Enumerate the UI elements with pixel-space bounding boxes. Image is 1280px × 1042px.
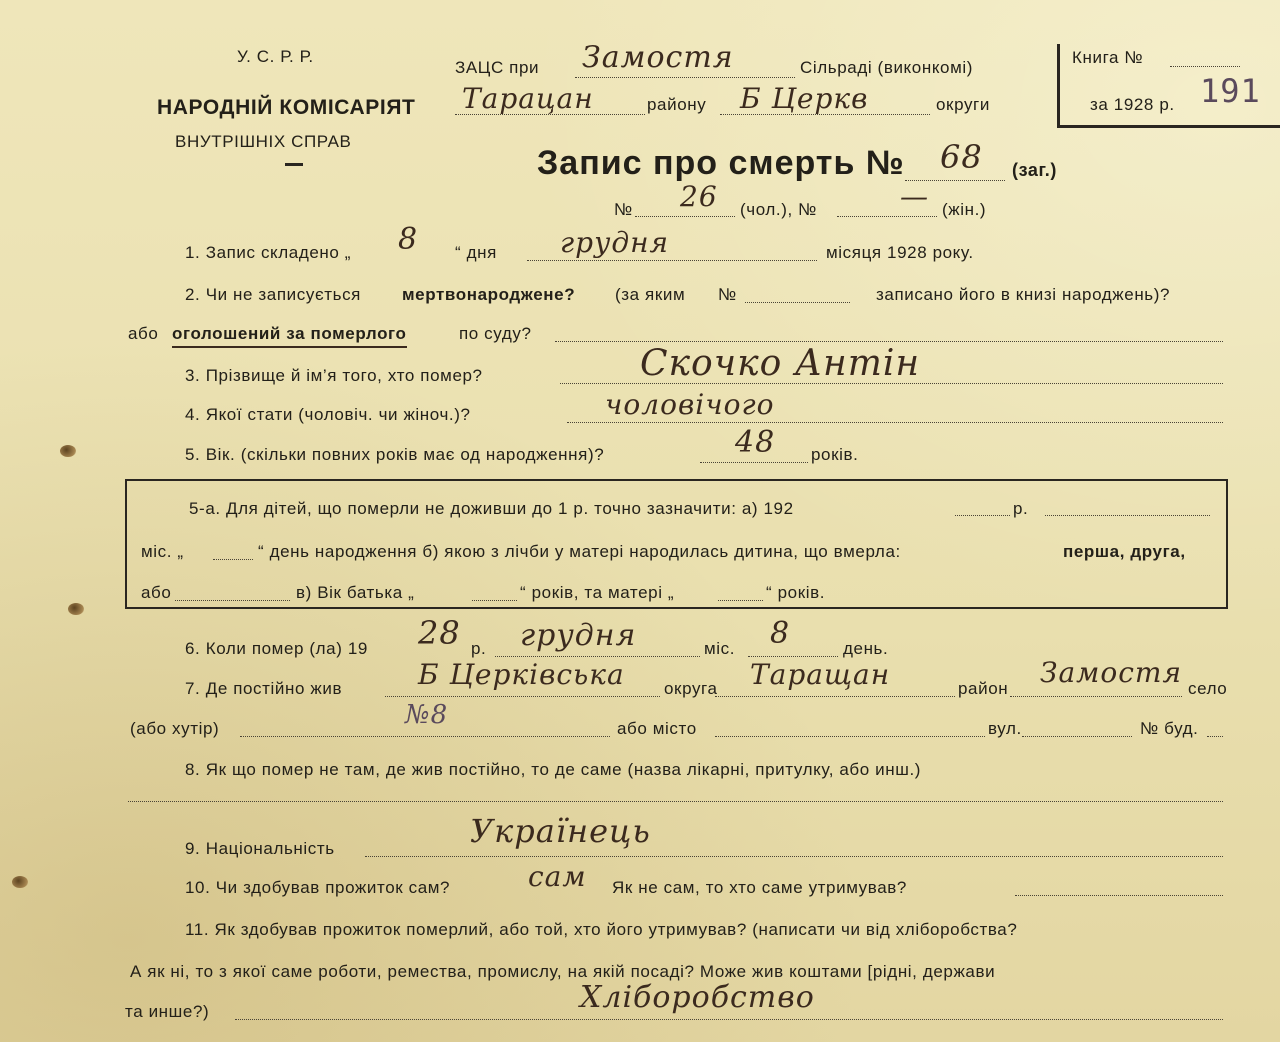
commissariat-label: НАРОДНІЙ КОМІСАРІЯТ xyxy=(157,96,416,119)
row10-value-handwritten: сам xyxy=(528,860,587,893)
dotted-line xyxy=(385,696,660,697)
row7-pre: 7. Де постійно жив xyxy=(185,679,343,698)
row8-label: 8. Як що помер не там, де жив постійно, то де саме (назва лікарні, притулку, або инш.) xyxy=(185,760,922,779)
dotted-line xyxy=(567,422,1223,423)
silrada-label: Сільраді (виконкомі) xyxy=(800,58,974,77)
dotted-line xyxy=(1010,696,1182,697)
dotted-line xyxy=(955,515,1010,516)
book-label: Книга № xyxy=(1072,48,1144,67)
raion-handwritten: Тарацан xyxy=(462,82,594,115)
header-dash xyxy=(285,163,303,166)
row2-no: № xyxy=(718,285,737,304)
row7-okruha-handwritten: Б Церківська xyxy=(418,658,625,691)
dotted-line xyxy=(715,696,955,697)
dotted-line xyxy=(365,856,1223,857)
row5-age-handwritten: 48 xyxy=(735,425,776,460)
row6-mis: міс. xyxy=(704,639,736,658)
dotted-line xyxy=(718,600,763,601)
dotted-line xyxy=(213,559,253,560)
row5a-line1: 5-а. Для дітей, що померли не доживши до 1 р. точно зазначити: а) 192 xyxy=(189,499,794,518)
row5a-line2-pre: міс. „ xyxy=(141,542,184,561)
chol-label: (чол.), № xyxy=(740,200,817,219)
dotted-line xyxy=(240,736,610,737)
row1-day-handwritten: 8 xyxy=(398,222,419,257)
punch-hole xyxy=(60,445,76,457)
row6-pre: 6. Коли помер (ла) 19 xyxy=(185,639,368,658)
row9-label: 9. Національність xyxy=(185,839,335,858)
row7-selo: село xyxy=(1188,679,1228,698)
dotted-line xyxy=(175,600,290,601)
dotted-line xyxy=(720,114,930,115)
book-year: за 1928 р. xyxy=(1090,95,1175,114)
row6-post: день. xyxy=(843,639,889,658)
dotted-line xyxy=(837,216,937,217)
row5a-line3-pre: або xyxy=(141,583,172,602)
row7b-vul: вул. xyxy=(988,719,1022,738)
row1-pre: 1. Запис складено „ xyxy=(185,243,352,262)
dotted-line xyxy=(128,801,1223,802)
dotted-line xyxy=(455,114,645,115)
book-number-handwritten: 191 xyxy=(1200,72,1261,110)
dotted-line xyxy=(575,77,795,78)
zag-label: (заг.) xyxy=(1012,160,1058,180)
punch-hole xyxy=(68,603,84,615)
dotted-line xyxy=(527,260,817,261)
row3-label: 3. Прізвище й ім’я того, хто помер? xyxy=(185,366,483,385)
male-number-handwritten: 26 xyxy=(680,180,718,213)
row2-mid: (за яким xyxy=(615,285,686,304)
raionu-label: району xyxy=(647,95,707,114)
dotted-line xyxy=(1045,515,1210,516)
row7b-bud: № буд. xyxy=(1140,719,1199,738)
dotted-line xyxy=(635,216,735,217)
row6-day-handwritten: 8 xyxy=(770,616,791,651)
row1-month-handwritten: грудня xyxy=(560,226,670,259)
row6-month-handwritten: грудня xyxy=(520,618,637,653)
dotted-line xyxy=(235,1019,1223,1020)
row7b-mark-handwritten: №8 xyxy=(405,700,449,730)
row2-bold: мертвонароджене? xyxy=(402,285,576,304)
row11-line2: А як ні, то з якої саме роботи, ремества, промислу, на якій посаді? Може жив коштами [рідні, держави xyxy=(130,962,996,981)
book-box-border xyxy=(1057,125,1280,128)
dotted-line xyxy=(1207,736,1223,737)
dotted-line xyxy=(1170,66,1240,67)
row7-okruha: округа xyxy=(664,679,718,698)
dotted-line xyxy=(745,302,850,303)
village-handwritten: Замостя xyxy=(582,40,734,75)
okruhy-label: округи xyxy=(936,95,990,114)
row2-post: записано його в книзі народжень)? xyxy=(876,285,1171,304)
book-box-border xyxy=(1057,44,1060,128)
zags-label: ЗАЦС при xyxy=(455,58,540,77)
row5-post: років. xyxy=(811,445,859,464)
record-number-handwritten: 68 xyxy=(940,138,983,176)
row3-name-handwritten: Скочко Антін xyxy=(640,343,921,384)
row11-line1: 11. Як здобував прожиток померлий, або той, хто його утримував? (написати чи від хліборобства? xyxy=(185,920,1018,939)
row7-raion-handwritten: Таращан xyxy=(750,658,891,691)
female-number-handwritten: — xyxy=(900,180,929,213)
row4-sex-handwritten: чоловічого xyxy=(605,388,775,421)
dotted-line xyxy=(748,656,838,657)
row10-pre: 10. Чи здобував прожиток сам? xyxy=(185,878,451,897)
row2b-pre: або xyxy=(128,324,159,343)
dotted-line xyxy=(700,462,808,463)
row1-post: місяця 1928 року. xyxy=(826,243,974,262)
dotted-line xyxy=(1022,736,1132,737)
row5a-line2-mid: “ день народження б) якою з лічби у матері народилась дитина, що вмерла: xyxy=(258,542,901,561)
punch-hole xyxy=(12,876,28,888)
row2b-bold: оголошений за померлого xyxy=(172,324,407,348)
zhin-label: (жін.) xyxy=(942,200,987,219)
internal-affairs-label: ВНУТРІШНІХ СПРАВ xyxy=(175,132,352,151)
dotted-line xyxy=(715,736,985,737)
row11-line3: та инше?) xyxy=(125,1002,210,1021)
dotted-line xyxy=(472,600,517,601)
row5a-line3-post: “ років. xyxy=(766,583,826,602)
no-label: № xyxy=(614,200,633,219)
row11-value-handwritten: Хліборобство xyxy=(580,980,815,1015)
dotted-line xyxy=(1015,895,1223,896)
row1-mid: “ дня xyxy=(455,243,497,262)
row2-pre: 2. Чи не записується xyxy=(185,285,361,304)
row5-label: 5. Вік. (скільки повних років має од народження)? xyxy=(185,445,605,464)
dotted-line xyxy=(555,341,1223,342)
row10-post: Як не сам, то хто саме утримував? xyxy=(612,878,907,897)
row5a-line1-r: р. xyxy=(1013,499,1029,518)
row7-raion: район xyxy=(958,679,1009,698)
row5a-line3-mid: в) Вік батька „ xyxy=(296,583,415,602)
row7b-misto: або місто xyxy=(617,719,697,738)
dotted-line xyxy=(495,656,700,657)
row5a-line3-mid2: “ років, та матері „ xyxy=(520,583,675,602)
okruha-handwritten: Б Церкв xyxy=(740,82,869,115)
row6-year-handwritten: 28 xyxy=(418,614,461,652)
row6-r: р. xyxy=(471,639,487,658)
record-title: Запис про смерть № xyxy=(537,144,905,182)
row5a-line2-bold: перша, друга, xyxy=(1063,542,1186,561)
row9-nationality-handwritten: Українець xyxy=(470,812,651,850)
usrr-label: У. С. Р. Р. xyxy=(237,47,314,66)
dotted-line xyxy=(560,383,1223,384)
row4-label: 4. Якої стати (чоловіч. чи жіноч.)? xyxy=(185,405,471,424)
row7-selo-handwritten: Замостя xyxy=(1040,656,1182,689)
row2b-post: по суду? xyxy=(459,324,532,343)
row7b-pre: (або хутір) xyxy=(130,719,220,738)
